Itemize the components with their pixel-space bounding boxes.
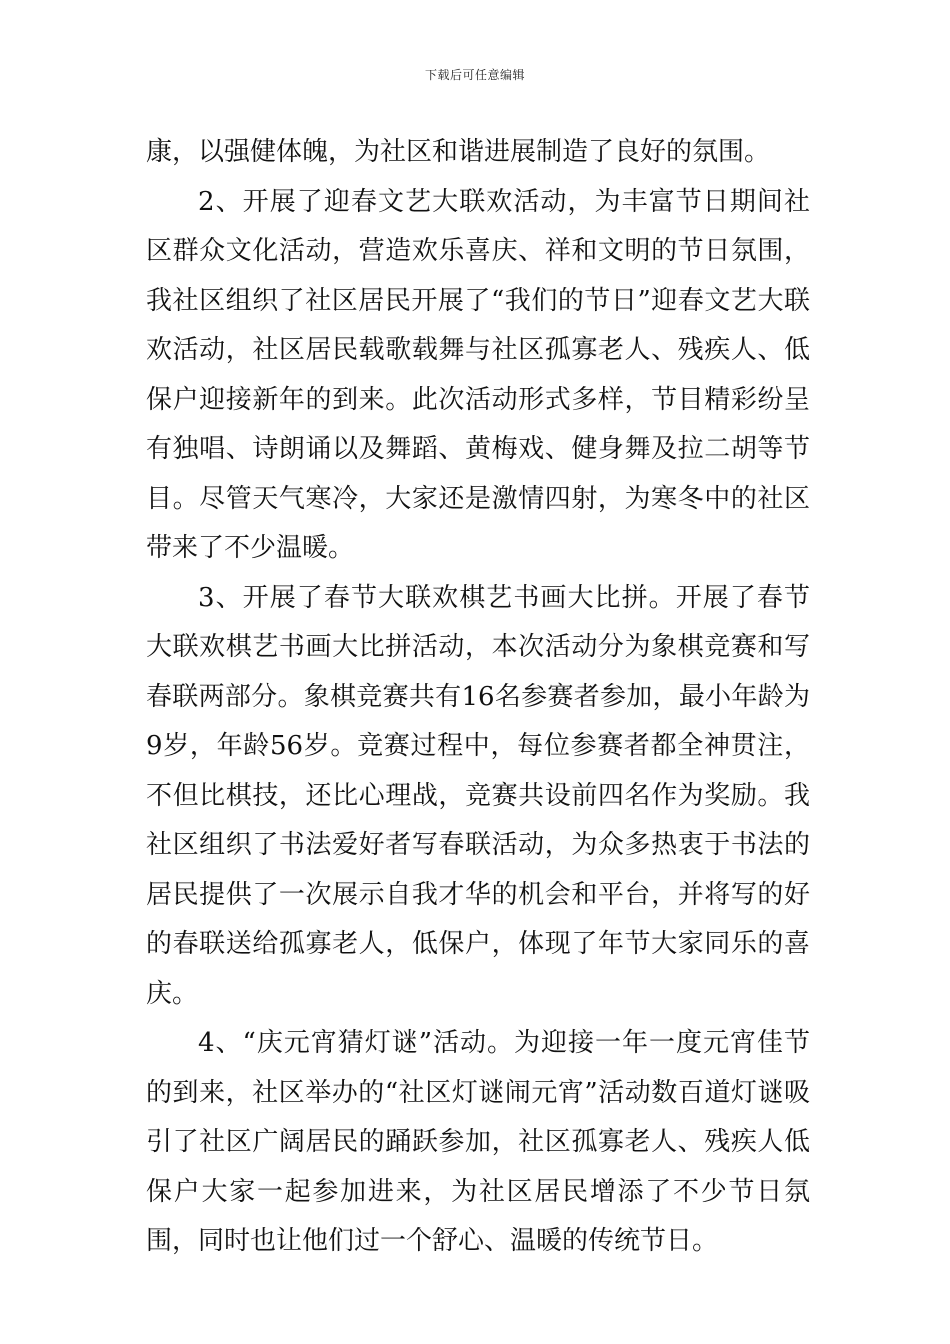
paragraph-continuation: 康，以强健体魄，为社区和谐进展制造了良好的氛围。 [146, 137, 771, 167]
page-header: 下载后可任意编辑 [424, 68, 525, 82]
paragraph-item-3: 3、开展了春节大联欢棋艺书画大比拼。开展了春节大联欢棋艺书画大比拼活动，本次活动分为象棋竞赛和写春联两部分。象棋竞赛共有16名参赛者参加，最小年龄为9岁，年龄56岁。竞赛过程中，每位参赛者都全神贯注，不但比棋技，还比心理战，竞赛共设前四名作为奖励。我社区组织了书法爱好者写春联活动，为众多热衷于书法的居民提供了一次展示自我才华的机会和平台，并将写的好的春联送给孤寡老人，低保户，体现了年节大家同乐的喜庆。 [146, 582, 810, 1009]
paragraph-item-4: 4、“庆元宵猜灯谜”活动。为迎接一年一度元宵佳节的到来，社区举办的“社区灯谜闹元宵”活动数百道灯谜吸引了社区广阔居民的踊跃参加，社区孤寡老人、残疾人低保户大家一起参加进来，为社区居民增添了不少节日氛围，同时也让他们过一个舒心、温暖的传统节日。 [146, 1028, 810, 1256]
document-body [146, 128, 810, 1267]
paragraph-item-2: 2、开展了迎春文艺大联欢活动，为丰富节日期间社区群众文化活动，营造欢乐喜庆、祥和文明的节日氛围，我社区组织了社区居民开展了“我们的节日”迎春文艺大联欢活动，社区居民载歌载舞与社区孤寡老人、残疾人、低保户迎接新年的到来。此次活动形式多样，节目精彩纷呈有独唱、诗朗诵以及舞蹈、黄梅戏、健身舞及拉二胡等节目。尽管天气寒冷，大家还是激情四射，为寒冬中的社区带来了不少温暖。 [146, 186, 810, 563]
